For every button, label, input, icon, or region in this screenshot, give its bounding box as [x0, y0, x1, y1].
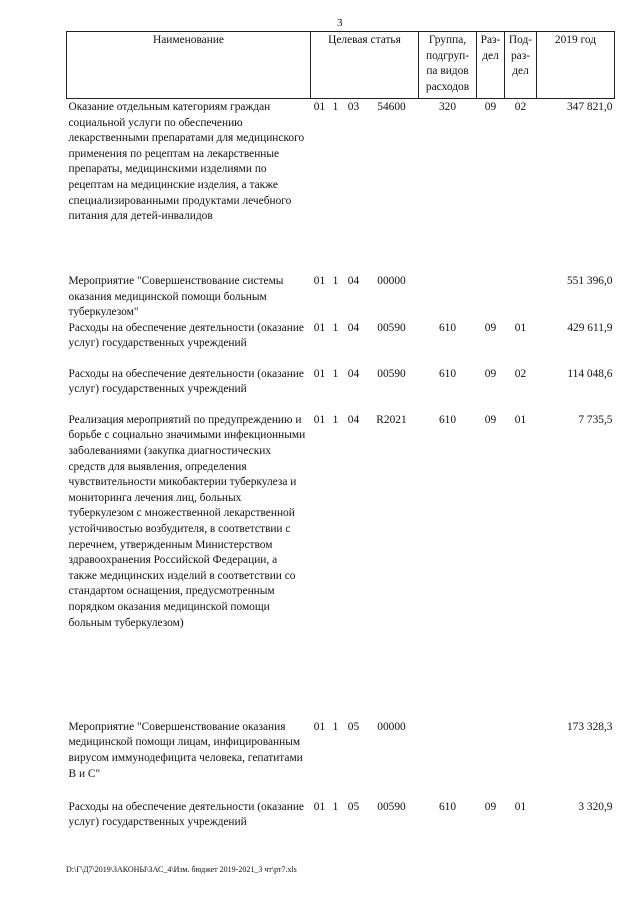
header-subsection: Под- раз- дел [505, 32, 537, 99]
row-cs2: 1 [332, 800, 339, 813]
row-cs3: 04 [347, 367, 360, 380]
row-group [419, 720, 477, 800]
table-row [67, 800, 615, 846]
row-amount: 7 735,5 [578, 413, 613, 426]
row-group: 610 [438, 367, 457, 380]
row-cs4: 00590 [377, 321, 406, 334]
row-cs3: 03 [347, 101, 360, 113]
row-subsection: 01 [514, 800, 527, 813]
row-name: Реализация мероприятий по предупреждению и борьбе с социально значимыми инфекционными заболеваниями (закупка диагностических средств для выявления, определения чувствительности микобактерии туберкулеза и мониторинга лечения лиц, больных туберкулезом с множественной лекарственной устойчивостью возбудителя, в соответствии с перечнем, утвержденным Министерством здравоохранения Российской Федерации, а также медицинских изделий в соответствии со стандартом оснащения, предусмотренным порядком оказания медицинской помощи больным туберкулезом) [68, 413, 306, 629]
row-section: 09 [484, 101, 497, 113]
row-name: Мероприятие "Совершенствование системы оказания медицинской помощи больным туберкулезом" [68, 275, 284, 319]
header-year: 2019 год [537, 32, 615, 99]
row-amount: 3 320,9 [578, 800, 613, 813]
row-cs1: 01 [313, 367, 326, 380]
row-cs4: 00590 [377, 367, 406, 380]
row-section [477, 266, 505, 321]
page-number: 3 [337, 17, 343, 29]
row-section: 09 [484, 800, 497, 813]
row-name: Оказание отдельным категориям граждан социальной услуги по обеспечению лекарственными препаратами для медицинского применения по рецептам на лекарственные препараты, медицинскими изделиями по рецептам на медицинские изделия, а также специализированными продуктами лечебного питания для детей-инвалидов [68, 101, 305, 223]
row-cs2: 1 [332, 413, 339, 426]
row-cs3: 04 [347, 413, 360, 426]
row-cs3: 05 [347, 720, 360, 733]
table-row [67, 413, 615, 720]
row-amount: 429 611,9 [567, 321, 613, 334]
row-cs3: 05 [347, 800, 360, 813]
row-cs3: 04 [347, 275, 360, 287]
file-path-footer: D:\Г\Д7\2019\ЗАКОНЫ\ЗАС_4\Изм. бюджет 2019-2021_3 чт\рт7.xls [66, 865, 297, 874]
header-name: Наименование [67, 32, 311, 99]
table-row [67, 321, 615, 367]
row-amount: 551 396,0 [566, 275, 613, 287]
budget-table [66, 31, 615, 846]
row-group [419, 266, 477, 321]
table-row [67, 367, 615, 413]
row-cs1: 01 [313, 720, 326, 733]
row-cs1: 01 [313, 101, 326, 113]
row-cs2: 1 [332, 367, 339, 380]
row-section: 09 [484, 413, 497, 426]
row-name: Мероприятие "Совершенствование оказания медицинской помощи лицам, инфицированным вирусом иммунодефицита человека, гепатитами В и С" [68, 720, 303, 780]
row-subsection: 02 [514, 367, 527, 380]
row-cs4: 00000 [377, 275, 406, 287]
row-cs3: 04 [347, 321, 360, 334]
row-cs2: 1 [332, 321, 339, 334]
row-section: 09 [484, 367, 497, 380]
row-name: Расходы на обеспечение деятельности (оказание услуг) государственных учреждений [68, 321, 304, 350]
row-cs1: 01 [313, 413, 326, 426]
row-group: 610 [438, 321, 457, 334]
header-target-item: Целевая статья [311, 32, 419, 99]
row-name: Расходы на обеспечение деятельности (оказание услуг) государственных учреждений [68, 367, 304, 396]
table-row [67, 266, 615, 321]
row-cs4: 00590 [377, 800, 406, 813]
row-group: 610 [438, 413, 457, 426]
row-cs1: 01 [313, 275, 326, 287]
row-amount: 347 821,0 [566, 101, 613, 113]
row-cs2: 1 [332, 720, 339, 733]
table-row [67, 720, 615, 800]
table-row [67, 99, 615, 267]
row-group: 320 [438, 101, 457, 113]
row-cs1: 01 [313, 800, 326, 813]
header-group: Группа, подгруп- па видов расходов [419, 32, 477, 99]
row-cs1: 01 [313, 321, 326, 334]
row-name: Расходы на обеспечение деятельности (оказание услуг) государственных учреждений [68, 800, 304, 829]
row-subsection: 02 [514, 101, 527, 113]
header-row [67, 32, 615, 99]
header-section: Раз- дел [477, 32, 505, 99]
row-section [477, 720, 505, 800]
row-subsection [505, 720, 537, 800]
row-cs2: 1 [332, 101, 339, 113]
row-cs4: R2021 [376, 413, 407, 426]
row-group: 610 [438, 800, 457, 813]
row-cs2: 1 [332, 275, 339, 287]
row-amount: 173 328,3 [566, 720, 613, 733]
row-cs4: 00000 [377, 720, 406, 733]
row-section: 09 [484, 321, 497, 334]
row-cs4: 54600 [377, 101, 406, 113]
row-subsection: 01 [514, 321, 527, 334]
row-amount: 114 048,6 [567, 367, 613, 380]
row-subsection [505, 266, 537, 321]
row-subsection: 01 [514, 413, 527, 426]
